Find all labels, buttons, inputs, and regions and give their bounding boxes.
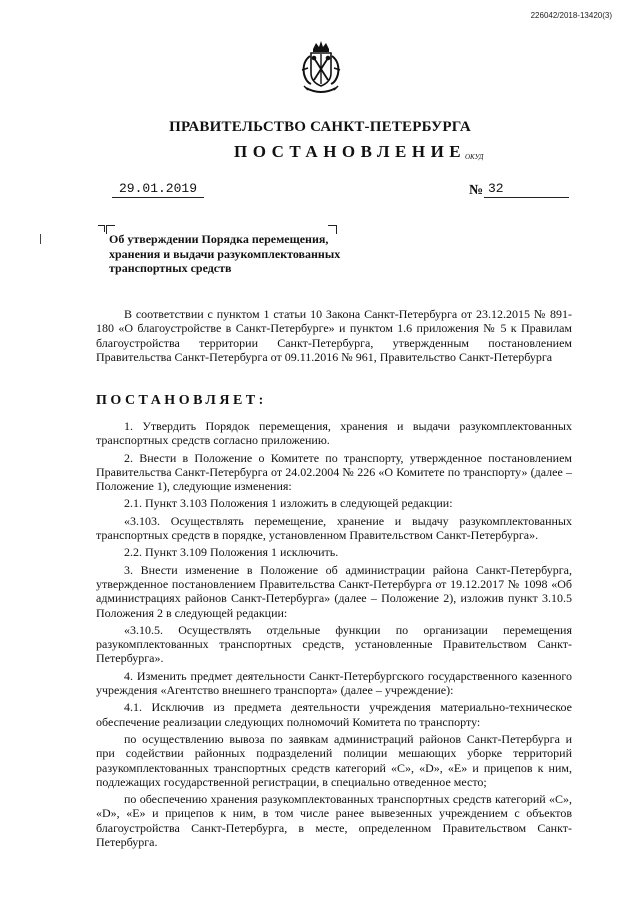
government-title: ПРАВИТЕЛЬСТВО САНКТ-ПЕТЕРБУРГА	[169, 119, 471, 135]
decree-item: 3. Внести изменение в Положение об администрации района Санкт-Петербурга, утвержденное постановлением Правительства Санкт-Петербурга от 19.12.2017 № 1098 «Об администрациях районов Санкт-Петербурга» (далее – Положение 2), изложив пункт 3.10.5 Положения 2 в следующей редакции:	[96, 562, 572, 620]
margin-mark	[40, 234, 41, 244]
okud-label: ОКУД	[465, 153, 484, 161]
decree-item: 4. Изменить предмет деятельности Санкт-Петербургского государственного казенного учреждения «Агентство внешнего транспорта» (далее – учреждение):	[96, 668, 572, 698]
decree-item: 4.1. Исключив из предмета деятельности учреждения материально-техническое обеспечение реализации следующих полномочий Комитета по транспорту:	[96, 700, 572, 729]
subject-line: Об утверждении Порядка перемещения,	[109, 232, 329, 246]
coat-of-arms-icon	[298, 40, 344, 98]
decree-subject	[109, 232, 359, 276]
decree-item: 2.1. Пункт 3.103 Положения 1 изложить в следующей редакции:	[124, 496, 453, 511]
resolves-heading: ПОСТАНОВЛЯЕТ:	[96, 393, 267, 408]
decree-items	[96, 419, 572, 852]
decree-title: ПОСТАНОВЛЕНИЕ	[234, 142, 467, 161]
decree-item: 2.2. Пункт 3.109 Положения 1 исключить.	[124, 545, 339, 560]
decree-number: 32	[484, 181, 569, 198]
decree-item: «3.10.5. Осуществлять отдельные функции по организации перемещения разукомплектованных транспортных средств, установленные Правительством Санкт-Петербурга».	[96, 622, 572, 666]
subject-line: хранения и выдачи разукомплектованных	[109, 246, 341, 261]
subject-line: транспортных средств	[109, 261, 232, 275]
decree-number-label: №	[469, 183, 484, 198]
decree-item: 2. Внести в Положение о Комитете по транспорту, утвержденное постановлением Правительства Санкт-Петербурга от 24.02.2004 № 226 «О Комитете по транспорту» (далее – Положение 1), следующие изменения:	[96, 450, 572, 494]
document-registration-number: 226042/2018-13420(3)	[530, 11, 612, 20]
preamble-paragraph: В соответствии с пунктом 1 статьи 10 Закона Санкт-Петербурга от 23.12.2015 № 891-180 «О благоустройстве в Санкт-Петербурге» и пунктом 1.6 приложения № 5 к Правилам благоустройства территории Санкт-Петербурга, утвержденным постановлением Правительства Санкт-Петербурга от 09.11.2016 № 961, Правительство Санкт-Петербурга	[96, 307, 572, 364]
decree-item: по обеспечению хранения разукомплектованных транспортных средств категорий «C», «D», «E» и прицепов к ним, в том числе ранее вывезенных учреждением с объектов благоустройства Санкт-Петербурга, в месте, определенном Правительством Санкт-Петербурга.	[96, 792, 572, 850]
subject-corner-mark-outer	[98, 225, 105, 232]
preamble	[96, 307, 572, 364]
decree-item: «3.103. Осуществлять перемещение, хранение и выдачу разукомплектованных транспортных средств в порядке, установленном Правительством Санкт-Петербурга».	[96, 513, 572, 543]
decree-item: 1. Утвердить Порядок перемещения, хранения и выдачи разукомплектованных транспортных средств согласно приложению.	[96, 419, 572, 448]
decree-date: 29.01.2019	[112, 181, 204, 198]
decree-item: по осуществлению вывоза по заявкам администраций районов Санкт-Петербурга и при содействии районных подразделений полиции мешающих уборке территорий разукомплектованных транспортных средств категорий «C», «D», «E» и прицепов к ним, подлежащих государственной регистрации, в специально отведенное место;	[96, 731, 572, 789]
